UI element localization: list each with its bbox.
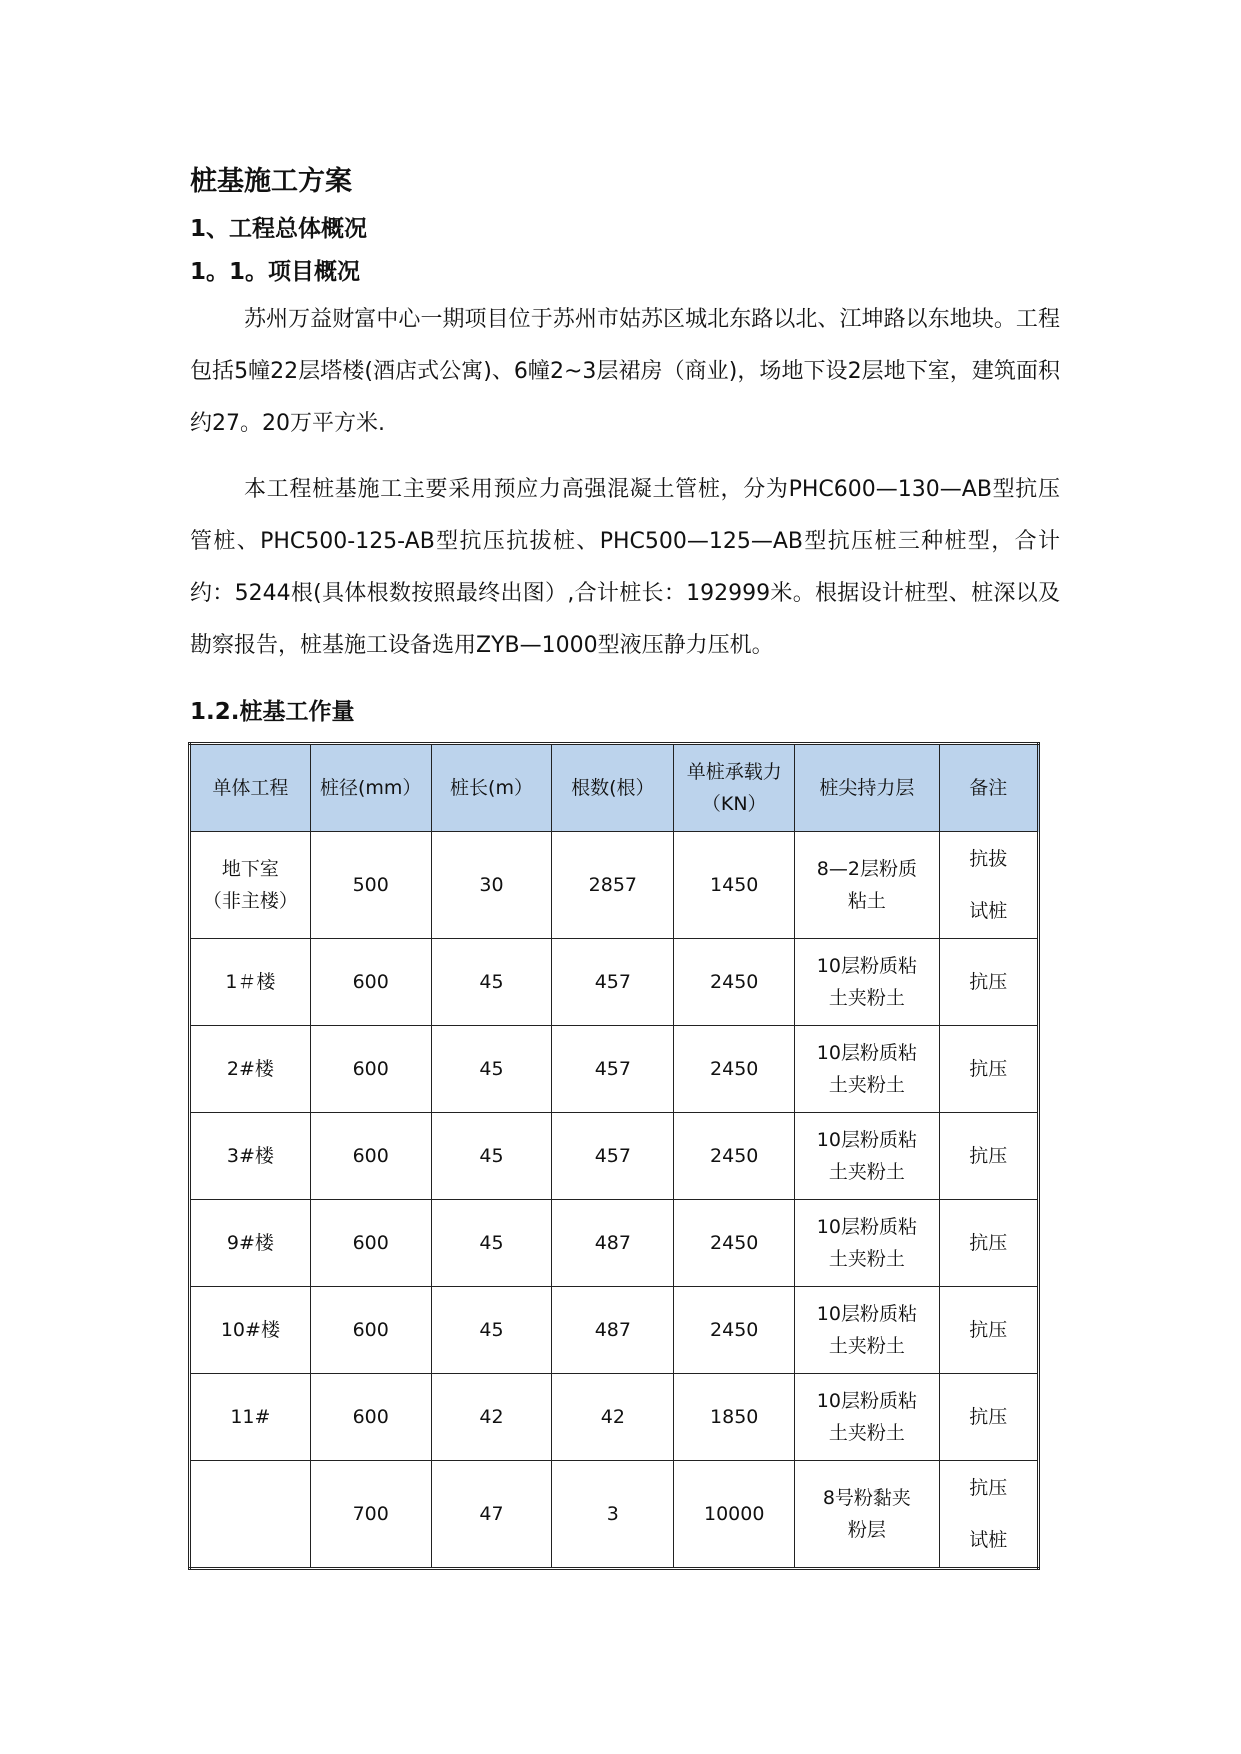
table-row (190, 1026, 1039, 1113)
cell-count: 2857 (552, 832, 674, 939)
table-row (190, 1287, 1039, 1374)
cell-unit: 9#楼 (190, 1200, 311, 1287)
cell-count: 457 (552, 1026, 674, 1113)
cell-layer-line: 8—2层粉质 (816, 858, 917, 880)
document-title: 桩基施工方案 (190, 166, 352, 197)
cell-note: 抗压 (939, 1026, 1038, 1113)
cell-layer-line: 10层粉质粘 (816, 955, 917, 977)
header-length: 桩长(m） (431, 744, 552, 832)
cell-layer-line: 10层粉质粘 (816, 1390, 917, 1412)
cell-length: 45 (431, 1026, 552, 1113)
header-diameter: 桩径(mm） (310, 744, 431, 832)
paragraph-spacer (190, 450, 1060, 464)
cell-note (939, 832, 1038, 939)
cell-length: 42 (431, 1374, 552, 1461)
cell-diameter: 600 (310, 1026, 431, 1113)
cell-layer-line: 粉层 (847, 1519, 886, 1541)
table-row (190, 1461, 1039, 1569)
cell-count: 457 (552, 1113, 674, 1200)
cell-length: 45 (431, 1287, 552, 1374)
table-header-row (190, 744, 1039, 832)
cell-diameter: 700 (310, 1461, 431, 1569)
cell-note (939, 1461, 1038, 1569)
cell-layer-line: 土夹粉土 (828, 1335, 905, 1357)
cell-note: 抗压 (939, 1113, 1038, 1200)
cell-count: 3 (552, 1461, 674, 1569)
cell-note: 抗压 (939, 939, 1038, 1026)
document-page (190, 160, 1060, 1551)
cell-length: 30 (431, 832, 552, 939)
cell-layer-line: 10层粉质粘 (816, 1129, 917, 1151)
cell-unit-line: （非主楼） (202, 890, 298, 912)
cell-note-line: 抗拔 (969, 848, 1008, 870)
table-row (190, 832, 1039, 939)
cell-diameter: 600 (310, 939, 431, 1026)
cell-layer-line: 土夹粉土 (828, 1248, 905, 1270)
cell-unit: 10#楼 (190, 1287, 311, 1374)
cell-layer-line: 8号粉黏夹 (822, 1487, 911, 1509)
header-unit: 单体工程 (190, 744, 311, 832)
cell-layer-line: 粘土 (847, 890, 886, 912)
cell-bearing-layer (795, 1287, 940, 1374)
cell-capacity: 2450 (674, 1287, 795, 1374)
cell-unit: 11# (190, 1374, 311, 1461)
cell-diameter: 600 (310, 1200, 431, 1287)
cell-bearing-layer (795, 1374, 940, 1461)
cell-note-line: 试桩 (969, 900, 1008, 922)
cell-layer-line: 土夹粉土 (828, 987, 905, 1009)
cell-count: 487 (552, 1287, 674, 1374)
cell-note: 抗压 (939, 1200, 1038, 1287)
cell-note: 抗压 (939, 1287, 1038, 1374)
cell-layer-line: 土夹粉土 (828, 1422, 905, 1444)
cell-count: 42 (552, 1374, 674, 1461)
cell-capacity: 2450 (674, 1200, 795, 1287)
cell-bearing-layer (795, 1026, 940, 1113)
cell-bearing-layer (795, 1461, 940, 1569)
cell-bearing-layer (795, 832, 940, 939)
cell-capacity: 2450 (674, 939, 795, 1026)
cell-diameter: 600 (310, 1287, 431, 1374)
paragraph-project-overview: 苏州万益财富中心一期项目位于苏州市姑苏区城北东路以北、江坤路以东地块。工程包括5幢22层塔楼(酒店式公寓)、6幢2~3层裙房（商业)，场地下设2层地下室，建筑面积约27。20万平方米. (190, 307, 1060, 436)
cell-unit (190, 1461, 311, 1569)
cell-layer-line: 10层粉质粘 (816, 1042, 917, 1064)
cell-bearing-layer (795, 1113, 940, 1200)
cell-count: 487 (552, 1200, 674, 1287)
header-note: 备注 (939, 744, 1038, 832)
table-row (190, 939, 1039, 1026)
cell-unit (190, 832, 311, 939)
cell-length: 45 (431, 1113, 552, 1200)
cell-length: 45 (431, 939, 552, 1026)
table-row (190, 1374, 1039, 1461)
cell-bearing-layer (795, 1200, 940, 1287)
cell-layer-line: 10层粉质粘 (816, 1303, 917, 1325)
cell-capacity: 10000 (674, 1461, 795, 1569)
paragraph-pile-types: 本工程桩基施工主要采用预应力高强混凝土管桩，分为PHC600—130—AB型抗压管桩、PHC500-125-AB型抗压抗拔桩、PHC500—125—AB型抗压桩三种桩型，合计约：5244根(具体根数按照最终出图）,合计桩长：192999米。根据设计桩型、桩深以及勘察报告，桩基施工设备选用ZYB—1000型液压静力压机。 (190, 477, 1060, 658)
cell-layer-line: 土夹粉土 (828, 1074, 905, 1096)
cell-length: 47 (431, 1461, 552, 1569)
cell-diameter: 600 (310, 1374, 431, 1461)
table-row (190, 1113, 1039, 1200)
cell-unit: 2#楼 (190, 1026, 311, 1113)
cell-capacity: 2450 (674, 1113, 795, 1200)
cell-layer-line: 土夹粉土 (828, 1161, 905, 1183)
header-count: 根数(根） (552, 744, 674, 832)
cell-unit: 3#楼 (190, 1113, 311, 1200)
cell-count: 457 (552, 939, 674, 1026)
cell-layer-line: 10层粉质粘 (816, 1216, 917, 1238)
table-row (190, 1200, 1039, 1287)
cell-note: 抗压 (939, 1374, 1038, 1461)
cell-capacity: 1850 (674, 1374, 795, 1461)
pile-workload-table (188, 742, 1040, 1570)
cell-unit-line: 地下室 (221, 858, 279, 880)
section-heading-1-2: 1.2.桩基工作量 (190, 699, 355, 725)
cell-bearing-layer (795, 939, 940, 1026)
cell-unit: 1＃楼 (190, 939, 311, 1026)
cell-capacity: 2450 (674, 1026, 795, 1113)
section-heading-1: 1、工程总体概况 (190, 216, 368, 242)
header-bearing-layer: 桩尖持力层 (795, 744, 940, 832)
cell-note-line: 试桩 (969, 1529, 1008, 1551)
cell-note-line: 抗压 (969, 1477, 1008, 1499)
cell-capacity: 1450 (674, 832, 795, 939)
cell-length: 45 (431, 1200, 552, 1287)
cell-diameter: 600 (310, 1113, 431, 1200)
cell-diameter: 500 (310, 832, 431, 939)
section-heading-1-1: 1。1。项目概况 (190, 259, 361, 285)
header-capacity: 单桩承载力（KN） (674, 744, 795, 832)
